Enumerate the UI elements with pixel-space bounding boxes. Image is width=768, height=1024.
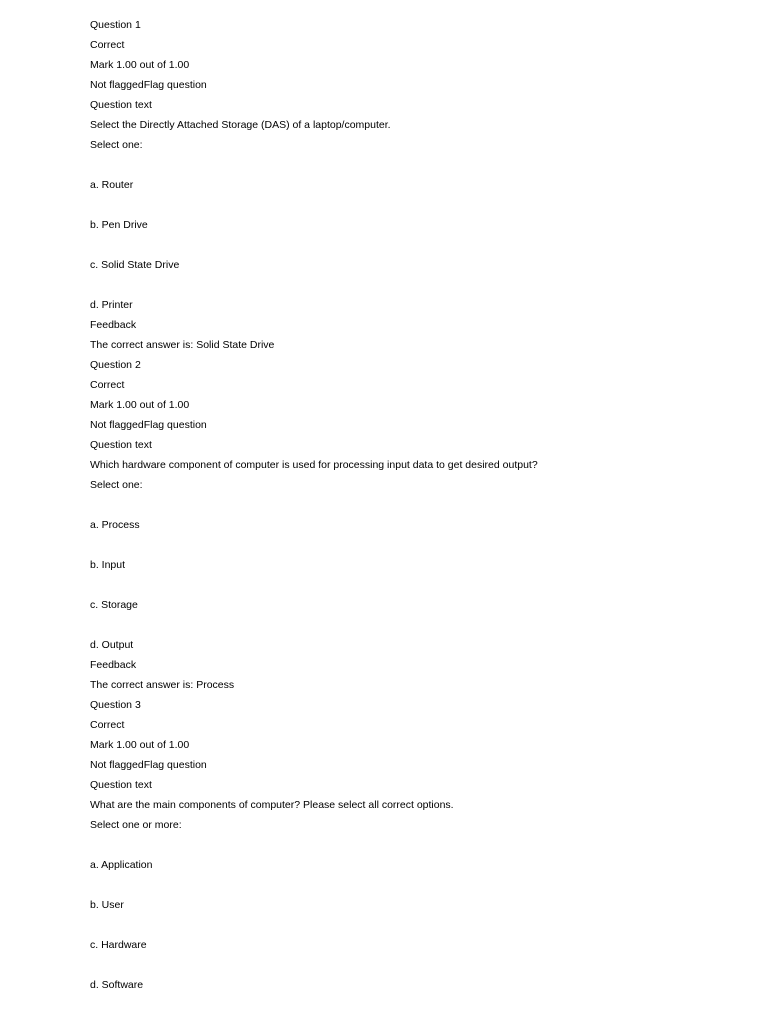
spacer	[90, 495, 730, 515]
question-status: Correct	[90, 719, 125, 731]
spacer	[90, 835, 730, 855]
spacer	[90, 275, 730, 295]
answer-option[interactable]: a. Application	[90, 859, 153, 871]
answer-option[interactable]: c. Solid State Drive	[90, 259, 180, 271]
flag-question-toggle[interactable]: Not flaggedFlag question	[90, 419, 207, 431]
select-hint: Select one or more:	[90, 819, 182, 831]
question-mark: Mark 1.00 out of 1.00	[90, 59, 190, 71]
question-text-label: Question text	[90, 439, 152, 451]
spacer	[90, 195, 730, 215]
flag-question-toggle[interactable]: Not flaggedFlag question	[90, 759, 207, 771]
feedback-label: Feedback	[90, 659, 137, 671]
answer-option[interactable]: a. Process	[90, 519, 140, 531]
answer-option[interactable]: c. Hardware	[90, 939, 147, 951]
question-prompt: Which hardware component of computer is used for processing input data to get desired output?	[90, 459, 538, 471]
question-heading: Question 2	[90, 359, 141, 371]
question-block-3	[90, 695, 730, 995]
answer-option[interactable]: b. User	[90, 899, 124, 911]
answer-option[interactable]: a. Router	[90, 179, 134, 191]
select-hint: Select one:	[90, 139, 143, 151]
question-mark: Mark 1.00 out of 1.00	[90, 739, 190, 751]
correct-answer: The correct answer is: Solid State Drive	[90, 339, 275, 351]
spacer	[90, 155, 730, 175]
spacer	[90, 875, 730, 895]
feedback-label: Feedback	[90, 319, 137, 331]
question-block-1	[90, 15, 730, 355]
flag-question-toggle[interactable]: Not flaggedFlag question	[90, 79, 207, 91]
question-heading: Question 1	[90, 19, 141, 31]
question-text-label: Question text	[90, 99, 152, 111]
answer-option[interactable]: b. Input	[90, 559, 126, 571]
spacer	[90, 955, 730, 975]
question-prompt: Select the Directly Attached Storage (DAS) of a laptop/computer.	[90, 119, 391, 131]
answer-option[interactable]: c. Storage	[90, 599, 138, 611]
question-status: Correct	[90, 39, 125, 51]
question-heading: Question 3	[90, 699, 141, 711]
answer-option[interactable]: d. Output	[90, 639, 134, 651]
spacer	[90, 535, 730, 555]
question-status: Correct	[90, 379, 125, 391]
question-prompt: What are the main components of computer? Please select all correct options.	[90, 799, 454, 811]
answer-option[interactable]: b. Pen Drive	[90, 219, 148, 231]
spacer	[90, 235, 730, 255]
answer-option[interactable]: d. Software	[90, 979, 144, 991]
question-mark: Mark 1.00 out of 1.00	[90, 399, 190, 411]
spacer	[90, 915, 730, 935]
answer-option[interactable]: d. Printer	[90, 299, 133, 311]
question-text-label: Question text	[90, 779, 152, 791]
quiz-review	[90, 15, 730, 995]
spacer	[90, 615, 730, 635]
spacer	[90, 575, 730, 595]
question-block-2	[90, 355, 730, 695]
correct-answer: The correct answer is: Process	[90, 679, 235, 691]
select-hint: Select one:	[90, 479, 143, 491]
